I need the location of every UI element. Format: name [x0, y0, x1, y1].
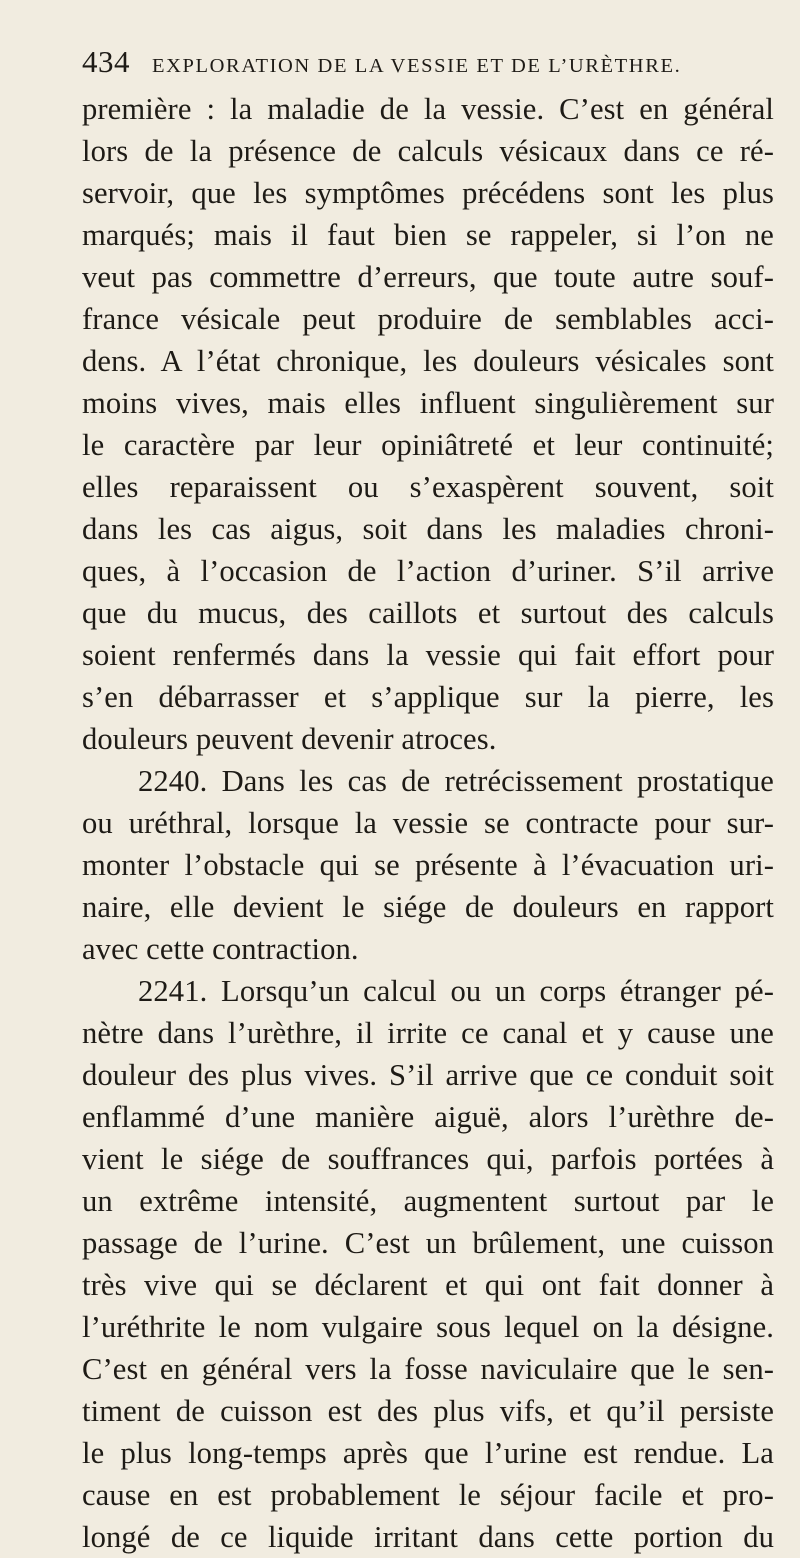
text-line: monter l’obstacle qui se présente à l’évacuation uri-	[82, 848, 774, 882]
text-line: dens. A l’état chronique, les douleurs vésicales sont	[82, 344, 774, 378]
text-line: s’en débarrasser et s’applique sur la pierre, les	[82, 680, 774, 714]
running-head: EXPLORATION DE LA VESSIE ET DE L’URÈTHRE.	[152, 55, 682, 77]
text-line: soient renfermés dans la vessie qui fait effort pour	[82, 638, 774, 672]
text-line: timent de cuisson est des plus vifs, et qu’il persiste	[82, 1394, 774, 1428]
text-line: veut pas commettre d’erreurs, que toute autre souf-	[82, 260, 774, 294]
text-line: dans les cas aigus, soit dans les maladies chroni-	[82, 512, 774, 546]
text-line: première : la maladie de la vessie. C’est en général	[82, 92, 774, 126]
text-line: france vésicale peut produire de semblables acci-	[82, 302, 774, 336]
text-line: longé de ce liquide irritant dans cette portion du	[82, 1520, 774, 1554]
text-line: nètre dans l’urèthre, il irrite ce canal et y cause une	[82, 1016, 774, 1050]
text-line: marqués; mais il faut bien se rappeler, si l’on ne	[82, 218, 774, 252]
text-line: lors de la présence de calculs vésicaux dans ce ré-	[82, 134, 774, 168]
page-number: 434	[82, 44, 130, 79]
text-line: douleur des plus vives. S’il arrive que ce conduit soit	[82, 1058, 774, 1092]
text-line: 2240. Dans les cas de retrécissement prostatique	[138, 764, 774, 798]
text-line: moins vives, mais elles influent singulièrement sur	[82, 386, 774, 420]
text-line: ou uréthral, lorsque la vessie se contracte pour sur-	[82, 806, 774, 840]
text-line: avec cette contraction.	[82, 932, 359, 966]
page-header	[82, 44, 772, 88]
text-line: très vive qui se déclarent et qui ont fait donner à	[82, 1268, 774, 1302]
text-line: un extrême intensité, augmentent surtout par le	[82, 1184, 774, 1218]
text-line: que du mucus, des caillots et surtout des calculs	[82, 596, 774, 630]
text-line: vient le siége de souffrances qui, parfois portées à	[82, 1142, 774, 1176]
text-line: ques, à l’occasion de l’action d’uriner. S’il arrive	[82, 554, 774, 588]
text-line: servoir, que les symptômes précédens sont les plus	[82, 176, 774, 210]
text-line: passage de l’urine. C’est un brûlement, une cuisson	[82, 1226, 774, 1260]
text-line: C’est en général vers la fosse naviculaire que le sen-	[82, 1352, 774, 1386]
text-line: le plus long-temps après que l’urine est rendue. La	[82, 1436, 774, 1470]
text-line: douleurs peuvent devenir atroces.	[82, 722, 497, 756]
text-line: naire, elle devient le siége de douleurs en rapport	[82, 890, 774, 924]
text-line: enflammé d’une manière aiguë, alors l’urèthre de-	[82, 1100, 774, 1134]
text-line: le caractère par leur opiniâtreté et leur continuité;	[82, 428, 774, 462]
body-text	[82, 88, 774, 1558]
text-line: 2241. Lorsqu’un calcul ou un corps étranger pé-	[138, 974, 774, 1008]
text-line: l’uréthrite le nom vulgaire sous lequel on la désigne.	[82, 1310, 774, 1344]
text-line: cause en est probablement le séjour facile et pro-	[82, 1478, 774, 1512]
text-line: elles reparaissent ou s’exaspèrent souvent, soit	[82, 470, 774, 504]
